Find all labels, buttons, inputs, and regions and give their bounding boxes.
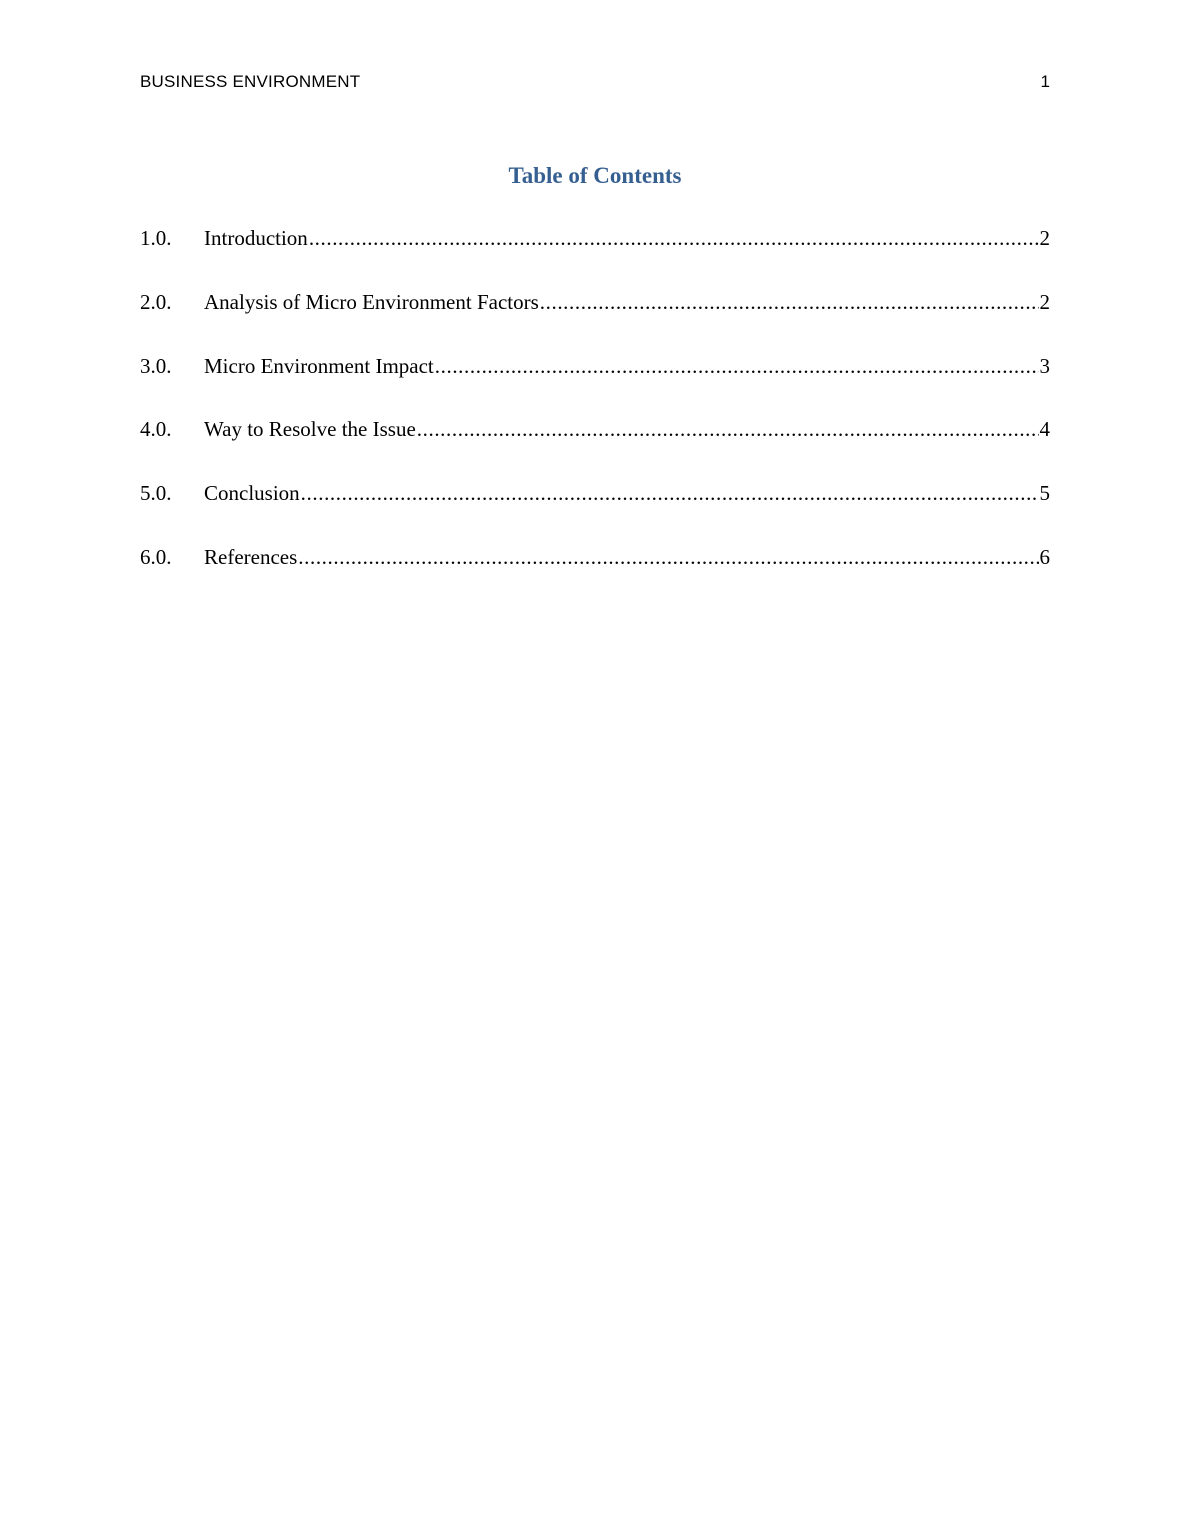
toc-entry-page: 2: [1039, 289, 1050, 314]
toc-entry-page: 2: [1039, 226, 1050, 250]
toc-entry[interactable]: [140, 545, 1050, 609]
toc-entry-title[interactable]: Introduction: [204, 226, 308, 250]
toc-entry-number: 5.0.: [140, 481, 172, 506]
running-header: [140, 72, 1050, 96]
toc-entry-number: 3.0.: [140, 353, 172, 378]
running-head-title: BUSINESS ENVIRONMENT: [140, 72, 361, 91]
toc-dot-leader: [417, 417, 1039, 442]
toc-dot-leader: [309, 226, 1039, 251]
toc-entry-title[interactable]: Micro Environment Impact: [204, 353, 434, 378]
toc-dot-leader: [298, 545, 1038, 570]
toc-entry[interactable]: [140, 417, 1050, 481]
toc-entry-number: 1.0.: [140, 226, 172, 250]
toc-dot-leader: [540, 290, 1039, 315]
toc-entry-page: 6: [1039, 544, 1050, 569]
toc-entry-page: 5: [1039, 481, 1050, 506]
toc-entry-page: 3: [1039, 353, 1050, 378]
toc-entry[interactable]: [140, 481, 1050, 545]
toc-entry-title[interactable]: Conclusion: [204, 481, 300, 506]
toc-entry[interactable]: [140, 290, 1050, 354]
toc-entry-page: 4: [1039, 417, 1050, 442]
toc-list: [140, 226, 1050, 609]
toc-heading: Table of Contents: [508, 163, 682, 188]
toc-dot-leader: [301, 481, 1039, 506]
toc-entry-number: 2.0.: [140, 289, 172, 314]
toc-entry-title[interactable]: References: [204, 544, 298, 569]
toc-entry[interactable]: [140, 226, 1050, 290]
toc-entry[interactable]: [140, 354, 1050, 418]
page-number: 1: [1040, 72, 1050, 91]
toc-entry-title[interactable]: Way to Resolve the Issue: [204, 417, 416, 442]
toc-entry-title[interactable]: Analysis of Micro Environment Factors: [204, 289, 539, 314]
toc-entry-number: 4.0.: [140, 417, 172, 442]
toc-entry-number: 6.0.: [140, 544, 172, 569]
toc-dot-leader: [435, 354, 1039, 379]
